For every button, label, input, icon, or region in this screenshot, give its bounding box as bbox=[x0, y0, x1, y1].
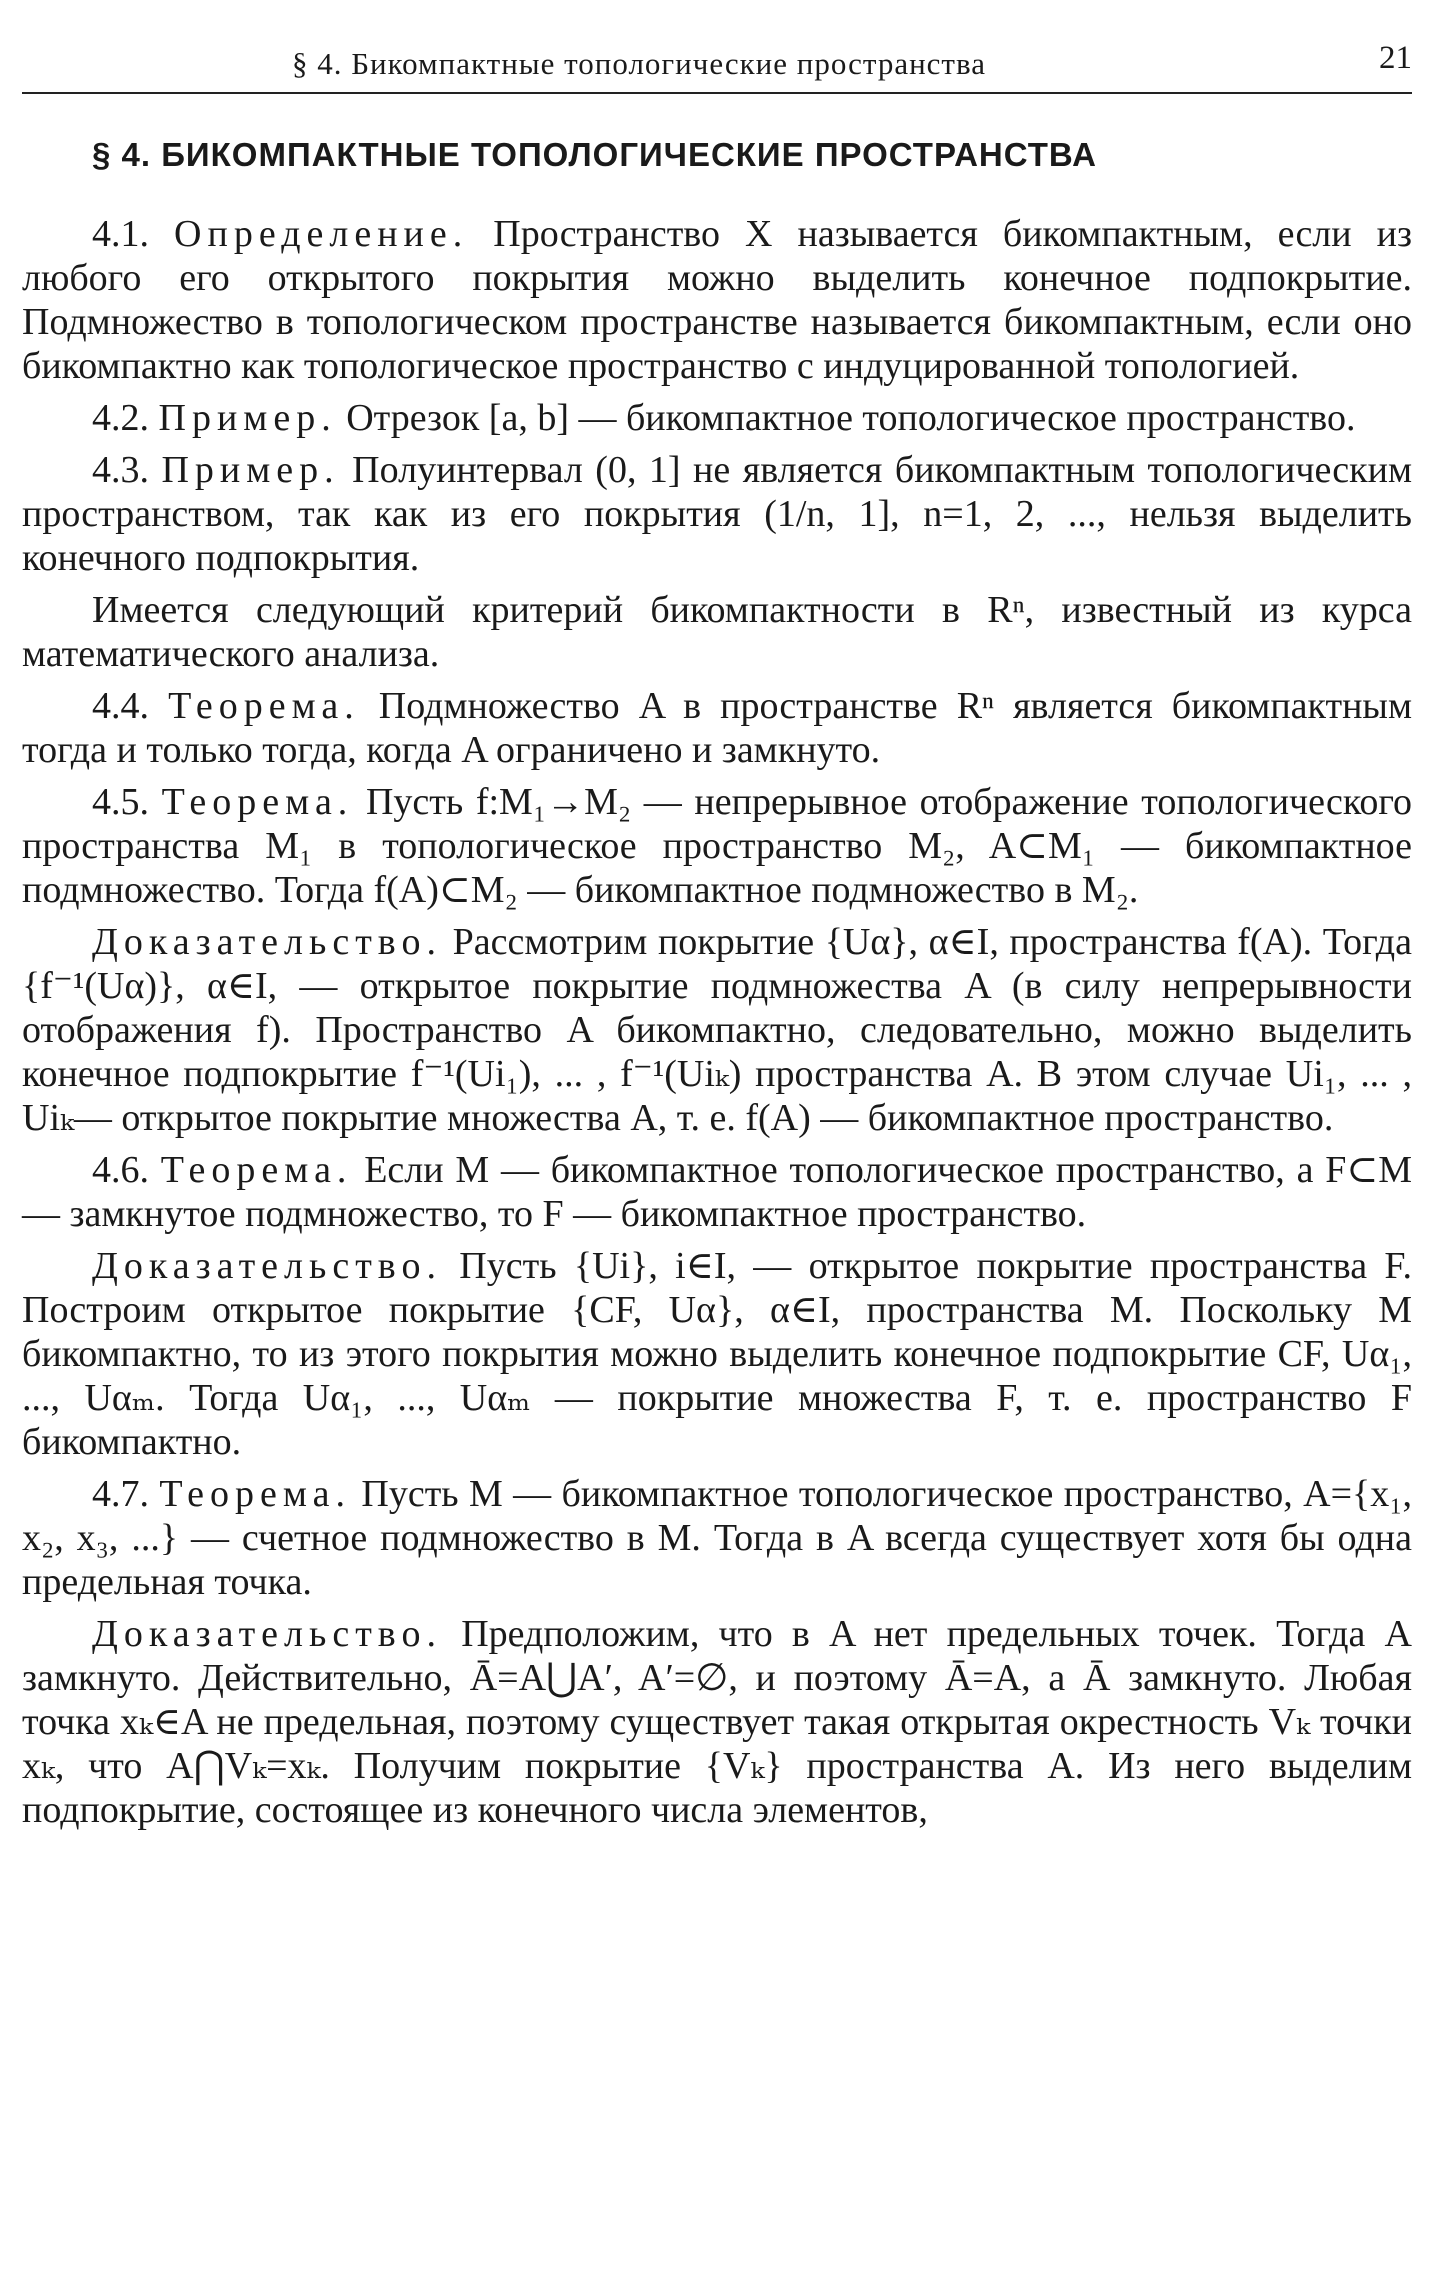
paragraph-4-4 bbox=[22, 684, 1412, 772]
paragraph-4-7 bbox=[22, 1472, 1412, 1604]
paragraph-4-6 bbox=[22, 1148, 1412, 1236]
paragraph-4-5 bbox=[22, 780, 1412, 912]
paragraph-lead: Доказательство. bbox=[92, 1613, 442, 1655]
paragraph-lead: Теорема. bbox=[159, 1473, 352, 1515]
page-number: 21 bbox=[1379, 40, 1412, 76]
paragraph-number: 4.5. bbox=[92, 781, 149, 823]
paragraph-text: Имеется следующий критерий бикомпактности в Rⁿ, известный из курса математического анализа. bbox=[22, 589, 1412, 675]
paragraph-text: Пространство X называется бикомпактным, если из любого его открытого покрытия можно выделить конечное подпокрытие. Подмножество в топологическом пространстве называется бикомпактным, если оно бикомпактно как топологическое пространство с индуцированной топологией. bbox=[22, 213, 1412, 387]
paragraph-text: Предположим, что в A нет предельных точек. Тогда A замкнуто. Действительно, Ā=A⋃A′, A′=∅, и поэтому Ā=A, а Ā замкнуто. Любая точка xₖ∈A не предельная, поэтому существует такая открытая окрестность Vₖ точки xₖ, что A⋂Vₖ=xₖ. Получим покрытие {Vₖ} пространства A. Из него выделим подпокрытие, состоящее из конечного числа элементов, bbox=[22, 1613, 1412, 1831]
paragraph-number: 4.7. bbox=[92, 1473, 149, 1515]
body-text bbox=[22, 212, 1412, 1832]
paragraph-lead: Теорема. bbox=[168, 685, 360, 727]
paragraph-lead: Пример. bbox=[158, 397, 337, 439]
paragraph-lead: Определение. bbox=[174, 213, 469, 255]
book-page bbox=[22, 40, 1412, 1840]
paragraph-text: Пусть {Ui}, i∈I, — открытое покрытие пространства F. Построим открытое покрытие {CF, Uα}, α∈I, пространства M. Поскольку M бикомпактно, то из этого покрытия можно выделить конечное подпокрытие CF, Uα₁, ..., Uαₘ. Тогда Uα₁, ..., Uαₘ — покрытие множества F, т. е. пространство F бикомпактно. bbox=[22, 1245, 1412, 1463]
paragraph-text: Отрезок [a, b] — бикомпактное топологическое пространство. bbox=[336, 397, 1356, 439]
paragraph-4-1 bbox=[22, 212, 1412, 388]
paragraph-proof-4-7 bbox=[22, 1612, 1412, 1832]
paragraph-number: 4.2. bbox=[92, 397, 149, 439]
paragraph-text: Если M — бикомпактное топологическое пространство, а F⊂M — замкнутое подмножество, то F — бикомпактное пространство. bbox=[22, 1149, 1412, 1235]
paragraph-number: 4.3. bbox=[92, 449, 149, 491]
paragraph-criterion bbox=[22, 588, 1412, 676]
paragraph-number: 4.4. bbox=[92, 685, 149, 727]
paragraph-text: Рассмотрим покрытие {Uα}, α∈I, пространства f(A). Тогда {f⁻¹(Uα)}, α∈I, — открытое покрытие подмножества A (в силу непрерывности отображения f). Пространство A бикомпактно, следовательно, можно выделить конечное подпокрытие f⁻¹(Ui₁), ... , f⁻¹(Uiₖ) пространства A. В этом случае Ui₁, ... , Uiₖ— открытое покрытие множества A, т. е. f(A) — бикомпактное пространство. bbox=[22, 921, 1412, 1139]
paragraph-proof-4-6 bbox=[22, 1244, 1412, 1464]
paragraph-number: 4.6. bbox=[92, 1149, 149, 1191]
running-header bbox=[22, 40, 1412, 94]
paragraph-text: Подмножество A в пространстве Rⁿ является бикомпактным тогда и только тогда, когда A ограничено и замкнуто. bbox=[22, 685, 1412, 771]
paragraph-lead: Теорема. bbox=[160, 1149, 353, 1191]
running-title: § 4. Бикомпактные топологические пространства bbox=[292, 46, 986, 81]
paragraph-text: Полуинтервал (0, 1] не является бикомпактным топологическим пространством, так как из его покрытия (1/n, 1], n=1, 2, ..., нельзя выделить конечного подпокрытия. bbox=[22, 449, 1412, 579]
paragraph-lead: Доказательство. bbox=[92, 1245, 442, 1287]
paragraph-lead: Пример. bbox=[161, 449, 340, 491]
paragraph-4-2 bbox=[22, 396, 1412, 440]
paragraph-4-3 bbox=[22, 448, 1412, 580]
paragraph-number: 4.1. bbox=[92, 213, 149, 255]
paragraph-lead: Доказательство. bbox=[92, 921, 442, 963]
paragraph-lead: Теорема. bbox=[161, 781, 354, 823]
paragraph-text: Пусть M — бикомпактное топологическое пространство, A={x₁, x₂, x₃, ...} — счетное подмножество в M. Тогда в A всегда существует хотя бы одна предельная точка. bbox=[22, 1473, 1412, 1603]
section-heading: § 4. БИКОМПАКТНЫЕ ТОПОЛОГИЧЕСКИЕ ПРОСТРАНСТВА bbox=[92, 136, 1097, 173]
paragraph-proof-4-5 bbox=[22, 920, 1412, 1140]
paragraph-text: Пусть f:M₁→M₂ — непрерывное отображение топологического пространства M₁ в топологическое пространство M₂, A⊂M₁ — бикомпактное подмножество. Тогда f(A)⊂M₂ — бикомпактное подмножество в M₂. bbox=[22, 781, 1413, 911]
